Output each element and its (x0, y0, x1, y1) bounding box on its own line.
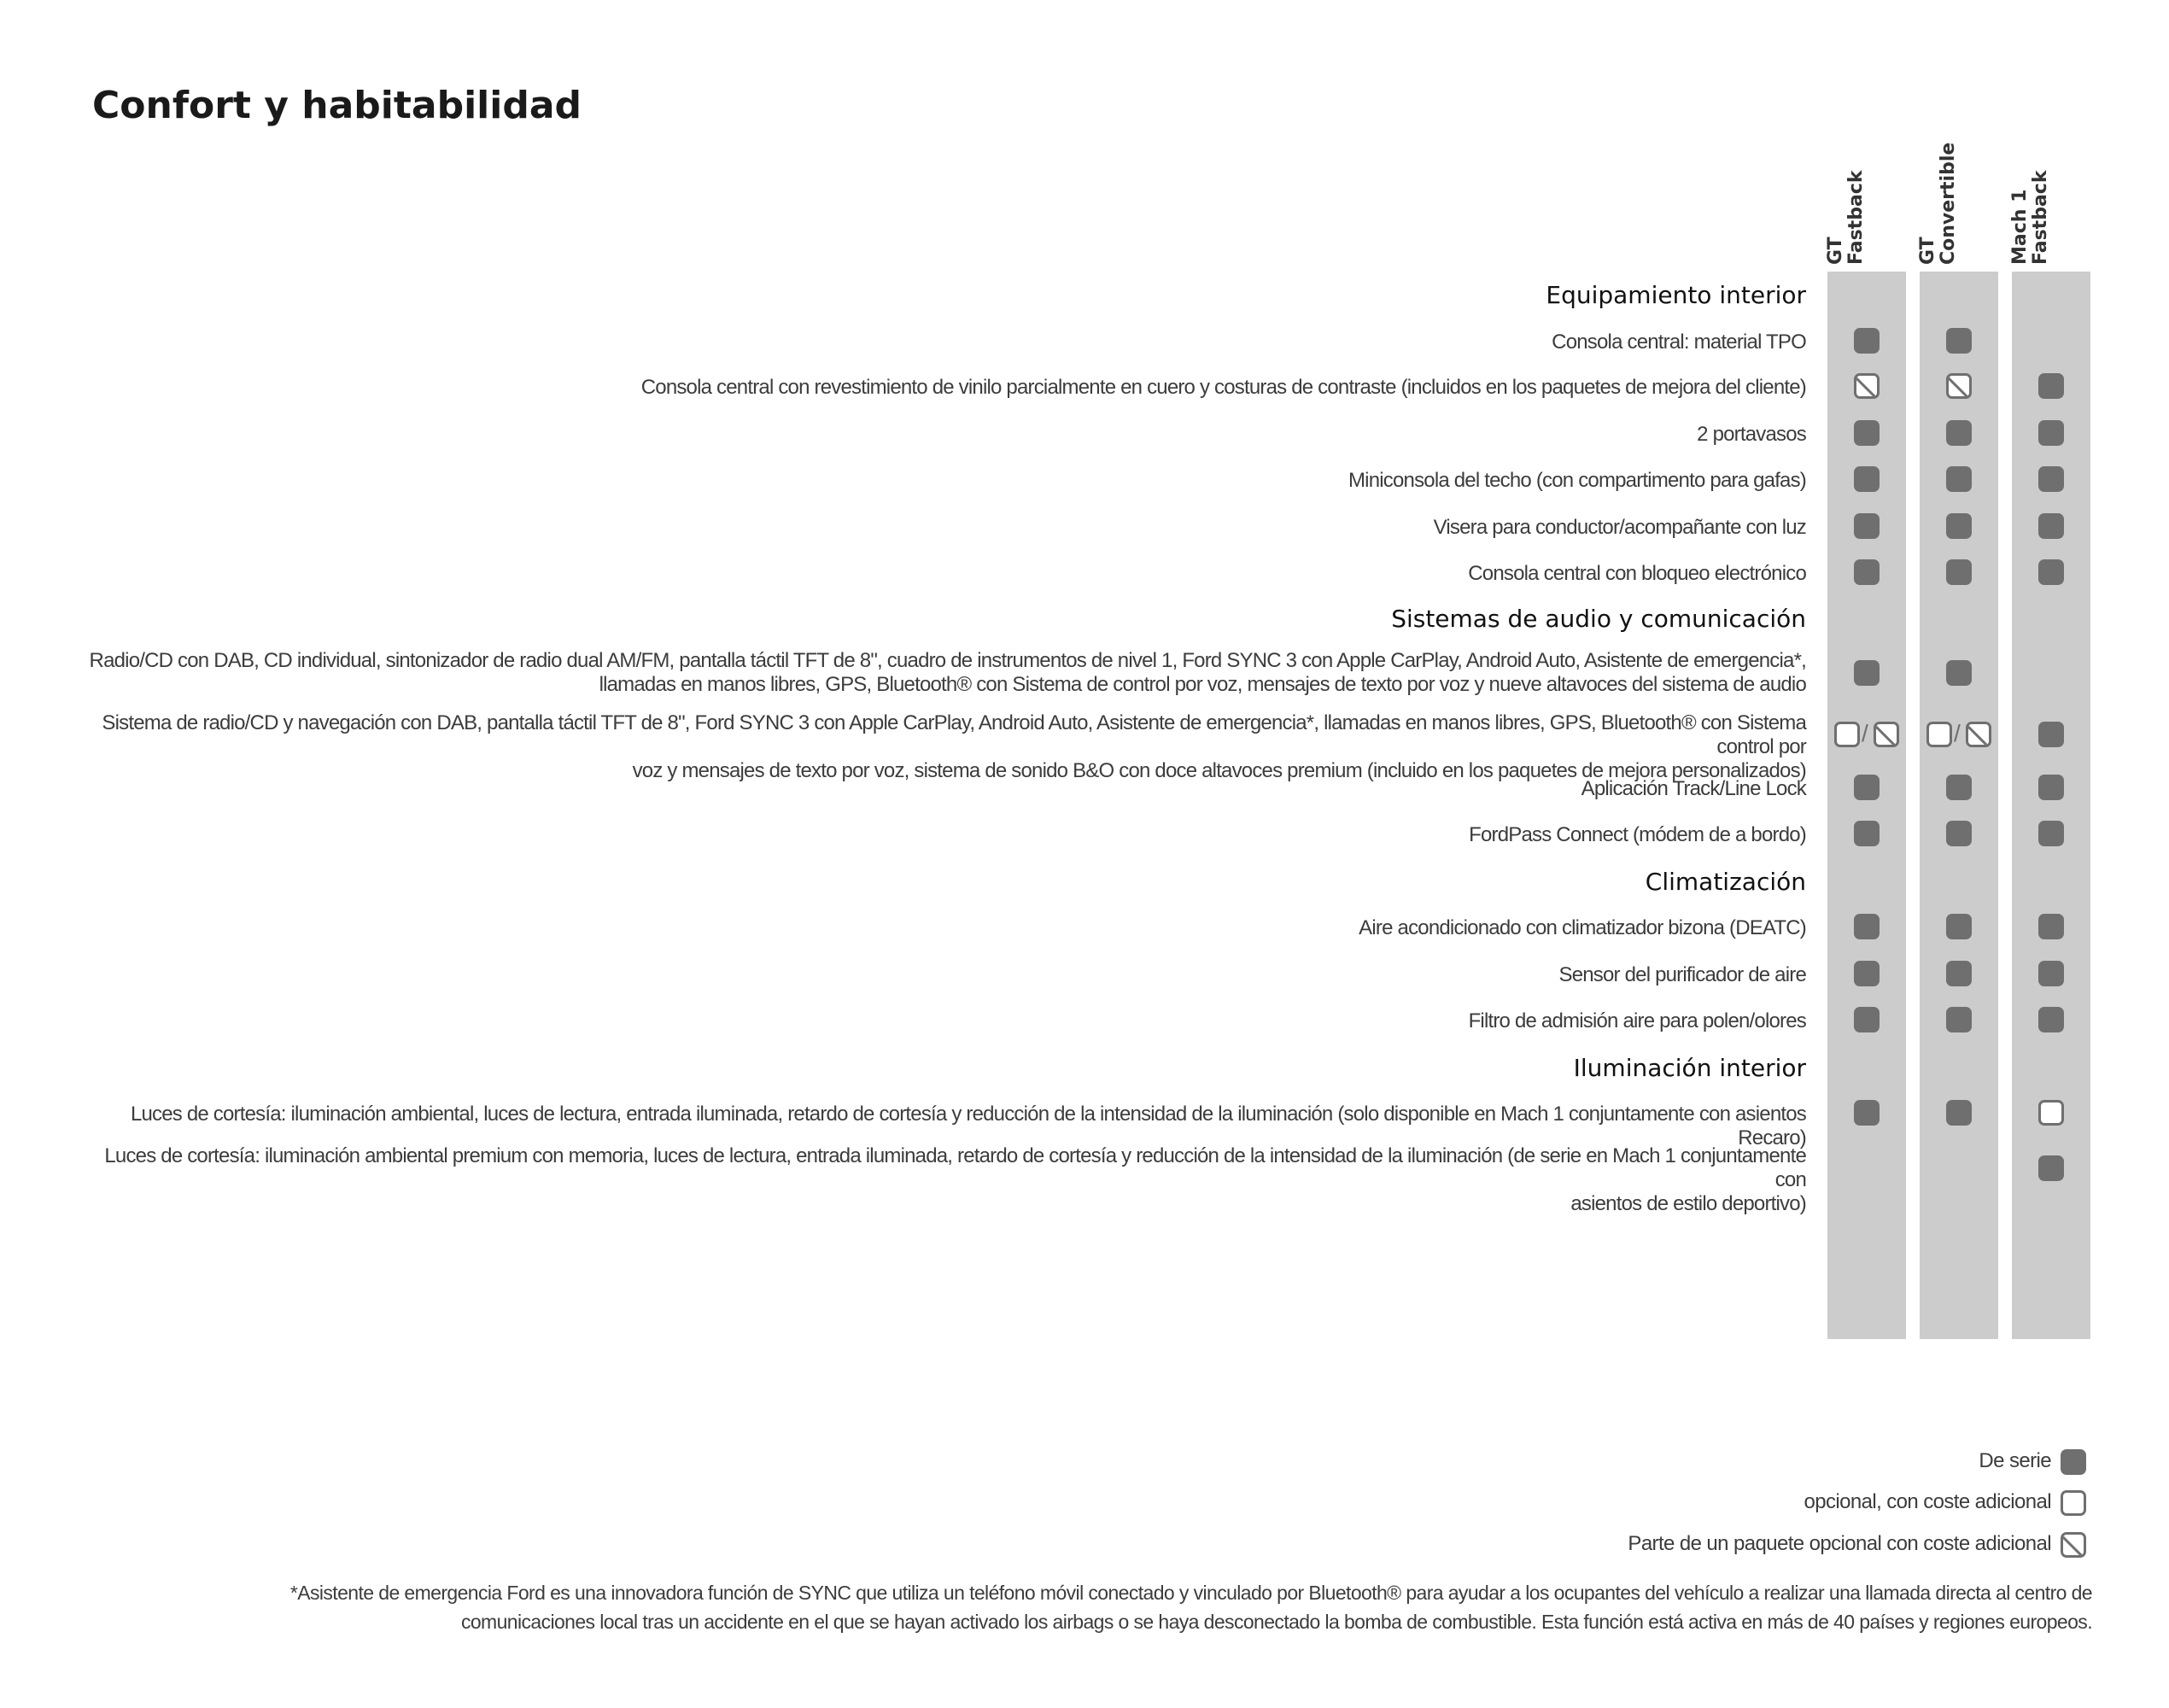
column-header-mach1-fastback: Mach 1 Fastback (2009, 170, 2051, 265)
optional-mark (1834, 722, 1860, 747)
standard-mark (1854, 821, 1880, 846)
feature-label: Visera para conductor/acompañante con luz (1433, 516, 1806, 539)
feature-row (85, 1009, 1806, 1033)
standard-mark (2038, 961, 2064, 986)
section-heading-audio: Sistemas de audio y comunicación (1391, 605, 1806, 633)
separator-slash: / (1954, 720, 1961, 746)
optional-mark (2038, 1100, 2064, 1126)
standard-mark (2038, 1155, 2064, 1181)
standard-mark (2038, 821, 2064, 846)
standard-mark (2038, 1007, 2064, 1032)
feature-label: Miniconsola del techo (con compartimento para gafas) (1348, 469, 1806, 492)
standard-mark (1946, 775, 1972, 800)
feature-row (85, 777, 1806, 801)
standard-mark (1946, 513, 1972, 539)
standard-mark (2038, 373, 2064, 399)
feature-row (85, 1144, 1806, 1216)
package-icon (2061, 1532, 2086, 1558)
standard-mark (1946, 914, 1972, 939)
column-header-gt-fastback: GT Fastback (1825, 170, 1867, 265)
standard-mark (1854, 420, 1880, 446)
package-mark (1946, 373, 1972, 399)
section-heading-climatizacion: Climatización (1645, 868, 1806, 896)
footnote-line: *Asistente de emergencia Ford es una innovadora función de SYNC que utiliza un teléfono móvil conectado y vinculado por Bluetooth® para ayudar a los ocupantes del vehículo a realizar una llamada directa al centro de (289, 1582, 2092, 1604)
feature-row (85, 423, 1806, 447)
feature-row (85, 469, 1806, 493)
feature-label: Consola central con bloqueo electrónico (1468, 562, 1806, 585)
standard-icon (2061, 1449, 2086, 1475)
standard-mark (1854, 775, 1880, 800)
standard-mark (1946, 420, 1972, 446)
standard-mark (1854, 513, 1880, 539)
standard-mark (2038, 559, 2064, 585)
package-mark (1874, 722, 1899, 747)
feature-label: Consola central: material TPO (1552, 330, 1806, 354)
feature-row (85, 711, 1806, 783)
feature-row (85, 916, 1806, 940)
standard-mark (2038, 914, 2064, 939)
standard-mark (1854, 466, 1880, 492)
section-heading-equipamiento: Equipamiento interior (1546, 281, 1806, 309)
legend-standard-label: De serie (1979, 1449, 2051, 1472)
package-mark (1854, 373, 1880, 399)
feature-row (85, 1103, 1806, 1150)
feature-label: Consola central con revestimiento de vinilo parcialmente en cuero y costuras de contraste (incluidos en los paquetes de mejora del cliente) (640, 376, 1806, 399)
standard-mark (1854, 961, 1880, 986)
optional-mark (1926, 722, 1952, 747)
feature-label-line: llamadas en manos libres, GPS, Bluetooth® con Sistema de control por voz, mensajes de texto por voz y nueve altavoces del sistema de audio (599, 673, 1806, 696)
standard-mark (1854, 914, 1880, 939)
standard-mark (1946, 961, 1972, 986)
standard-mark (1946, 660, 1972, 686)
feature-row (85, 562, 1806, 586)
legend-package-label: Parte de un paquete opcional con coste adicional (1628, 1532, 2051, 1555)
standard-mark (2038, 775, 2064, 800)
standard-mark (1946, 1100, 1972, 1126)
feature-label: FordPass Connect (módem de a bordo) (1469, 823, 1806, 846)
feature-label-line: voz y mensajes de texto por voz, sistema de sonido B&O con doce altavoces premium (incluido en los paquetes de mejora personalizados) (632, 759, 1806, 782)
feature-label-line: Sistema de radio/CD y navegación con DAB, pantalla táctil TFT de 8", Ford SYNC 3 con Apple CarPlay, Android Auto, Asistente de emergencia*, llamadas en manos libres, GPS, Bluetooth® con Sistema control por (102, 711, 1806, 758)
standard-mark (2038, 722, 2064, 747)
separator-slash: / (1862, 720, 1868, 746)
feature-label: Filtro de admisión aire para polen/olores (1468, 1009, 1806, 1032)
standard-mark (1854, 660, 1880, 686)
standard-mark (1946, 1007, 1972, 1032)
feature-row (85, 516, 1806, 540)
feature-row (85, 330, 1806, 354)
standard-mark (2038, 466, 2064, 492)
feature-row (85, 376, 1806, 400)
feature-label: Sensor del purificador de aire (1558, 963, 1806, 986)
standard-mark (1854, 1007, 1880, 1032)
section-heading-iluminacion: Iluminación interior (1573, 1054, 1806, 1082)
standard-mark (2038, 420, 2064, 446)
standard-mark (1946, 821, 1972, 846)
standard-mark (1946, 466, 1972, 492)
feature-label-line: Radio/CD con DAB, CD individual, sintonizador de radio dual AM/FM, pantalla táctil TFT de 8", cuadro de instrumentos de nivel 1, Ford SYNC 3 con Apple CarPlay, Android Auto, Asistente de emergencia*, (89, 649, 1806, 672)
standard-mark (1854, 328, 1880, 354)
standard-mark (2038, 513, 2064, 539)
standard-mark (1946, 328, 1972, 354)
feature-label-line: asientos de estilo deportivo) (1570, 1192, 1806, 1215)
feature-label: 2 portavasos (1697, 423, 1806, 446)
page-title: Confort y habitabilidad (92, 84, 582, 127)
standard-mark (1946, 559, 1972, 585)
standard-mark (1854, 1100, 1880, 1126)
package-mark (1966, 722, 1991, 747)
standard-mark (1854, 559, 1880, 585)
feature-row (85, 823, 1806, 847)
feature-row (85, 963, 1806, 987)
column-header-gt-convertible: GT Convertible (1917, 142, 1959, 265)
footnote-line: comunicaciones local tras un accidente en el que se hayan activado los airbags o se haya desconectado la bomba de combustible. Esta función está activa en más de 40 países y regiones europeos. (460, 1611, 2092, 1633)
feature-label: Luces de cortesía: iluminación ambiental, luces de lectura, entrada iluminada, retardo de cortesía y reducción de la intensidad de la iluminación (solo disponible en Mach 1 conjuntamente con asientos Recaro) (130, 1103, 1806, 1149)
feature-row (85, 649, 1806, 697)
optional-icon (2061, 1490, 2086, 1516)
legend-optional-label: opcional, con coste adicional (1804, 1490, 2051, 1513)
footnote (171, 1578, 2092, 1636)
feature-label: Aplicación Track/Line Lock (1581, 777, 1806, 800)
feature-label-line: Luces de cortesía: iluminación ambiental premium con memoria, luces de lectura, entrada iluminada, retardo de cortesía y reducción de la intensidad de la iluminación (de serie en Mach 1 conjuntamente con (104, 1144, 1806, 1191)
feature-label: Aire acondicionado con climatizador bizona (DEATC) (1359, 916, 1806, 939)
